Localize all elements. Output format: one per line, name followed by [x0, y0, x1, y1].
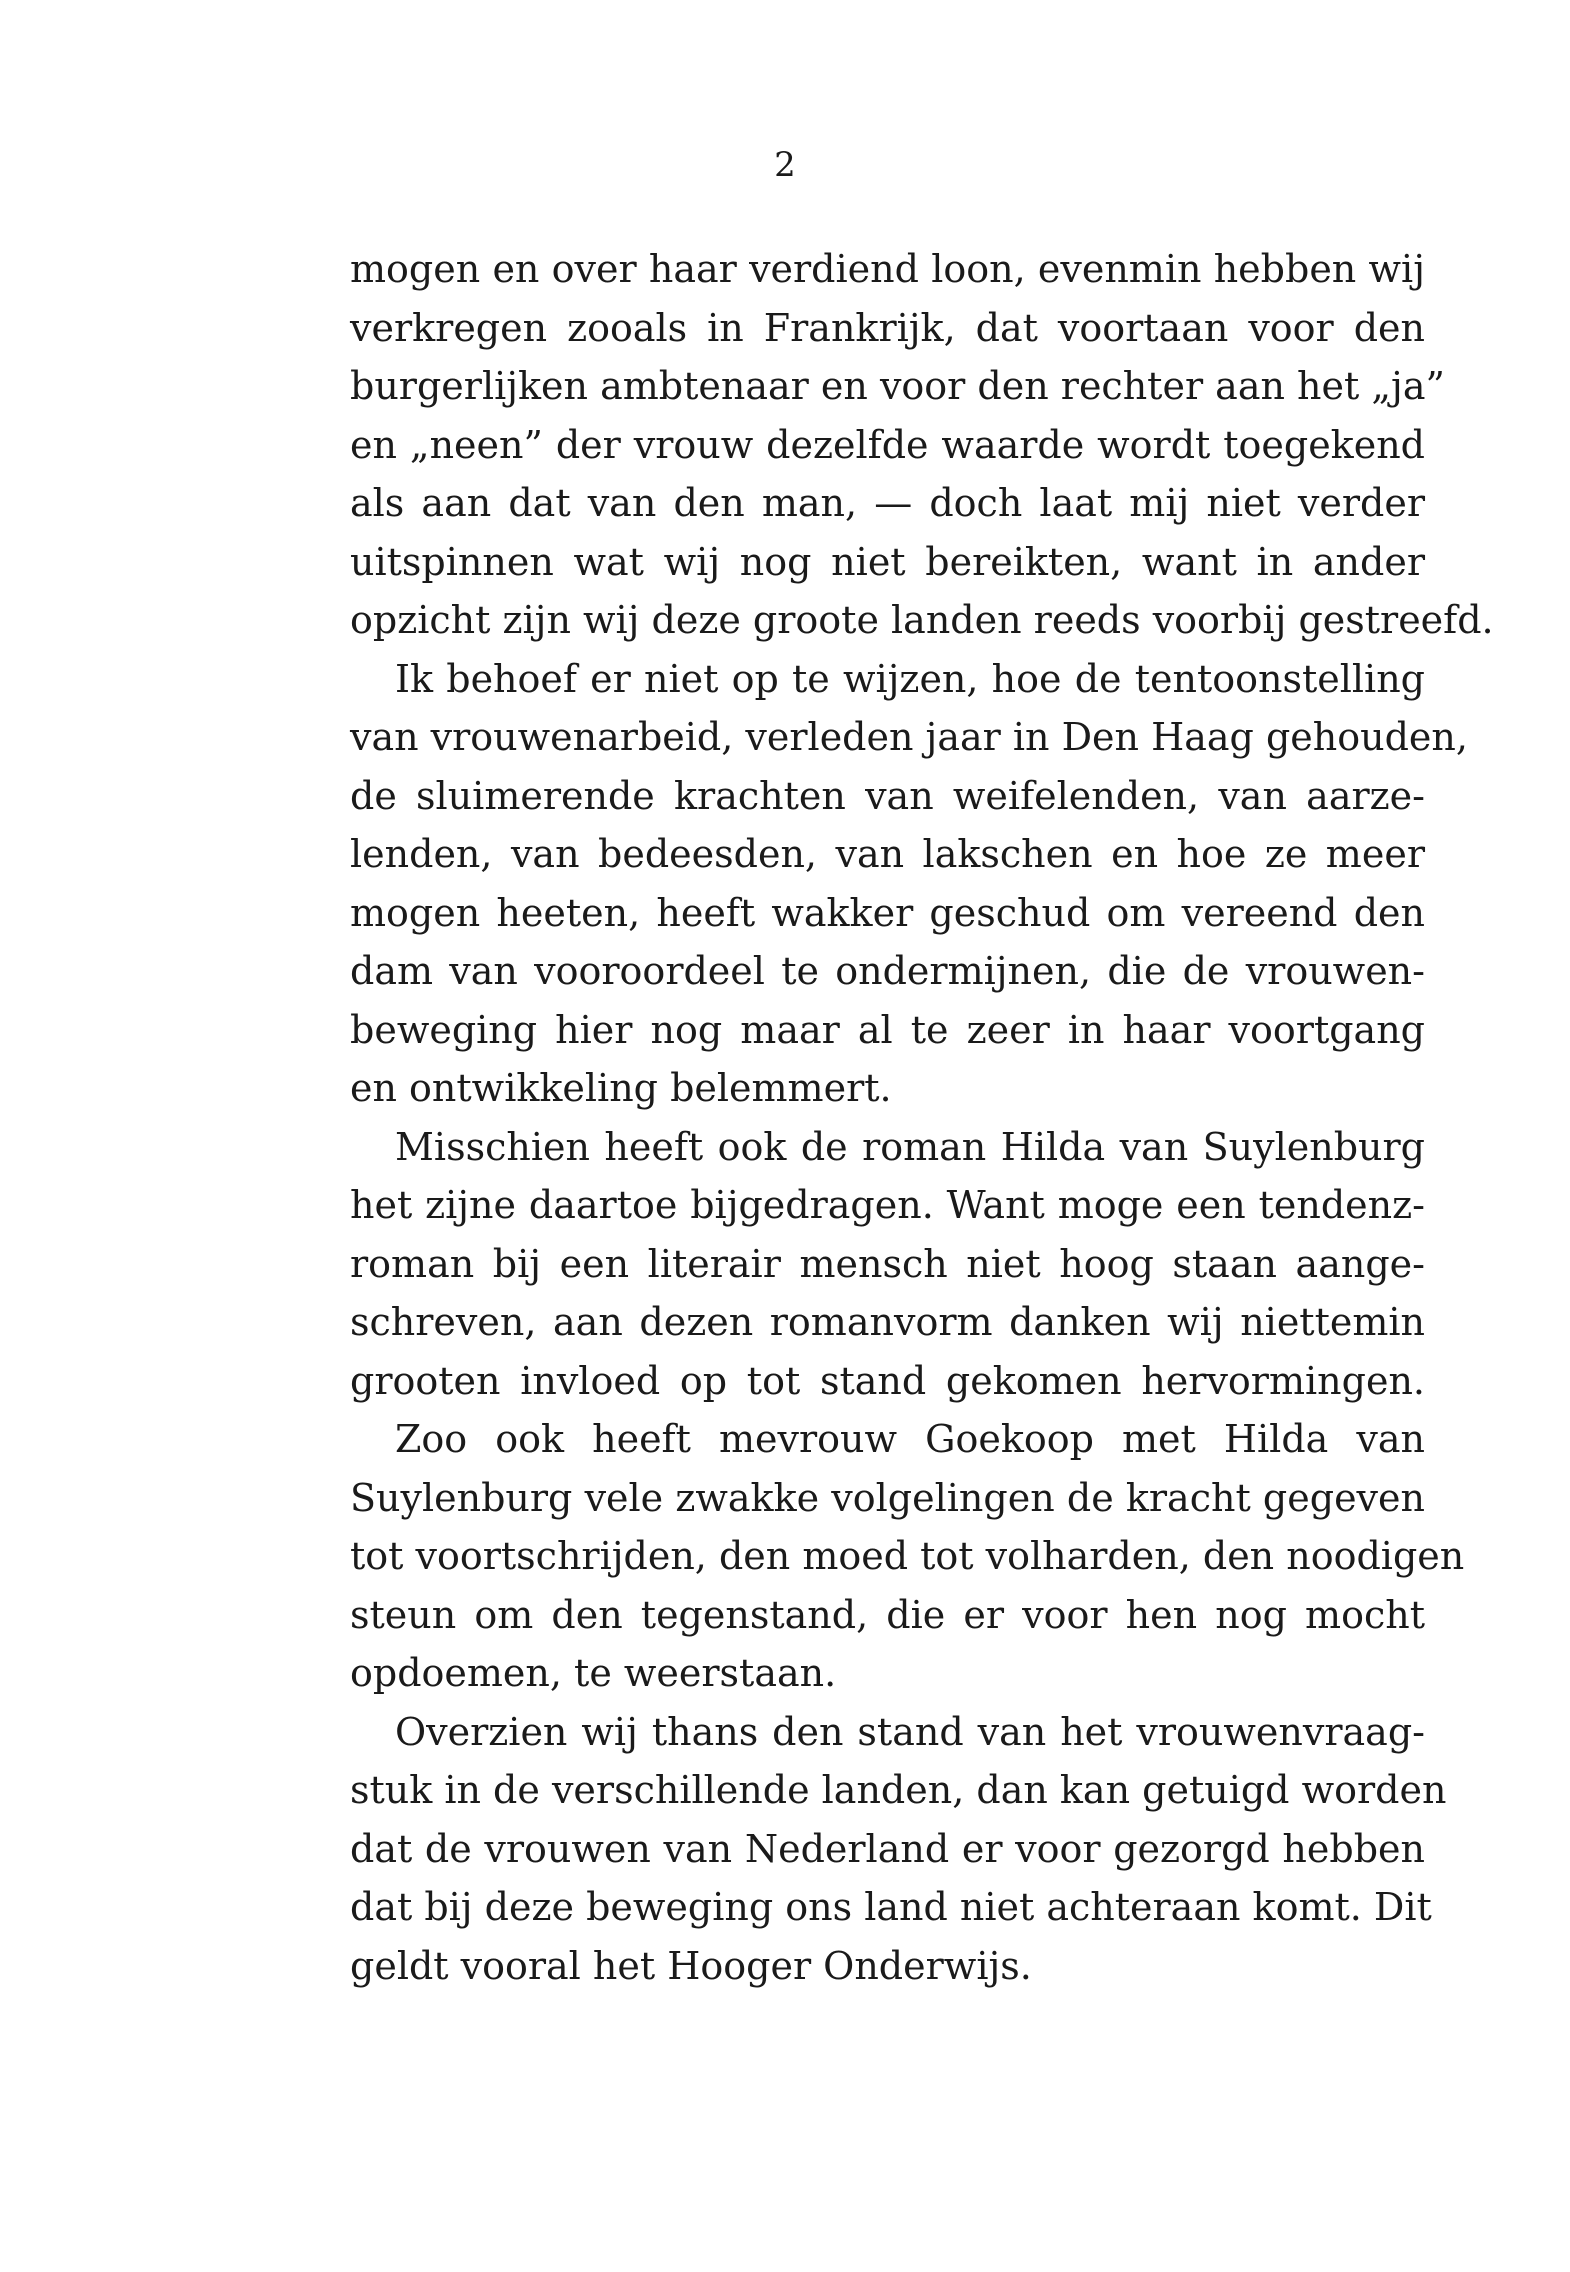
paragraph-3: [350, 1118, 1425, 1411]
text-line: stuk in de verschillende landen, dan kan getuigd worden: [350, 1768, 1447, 1812]
text-line: tot voortschrijden, den moed tot volharden, den noodigen: [350, 1534, 1465, 1578]
text-line: Overzien wij thans den stand van het vrouwenvraag-: [395, 1709, 1425, 1754]
text-line: mogen heeten, heeft wakker geschud om vereend den: [350, 890, 1425, 935]
text-line: Ik behoef er niet op te wijzen, hoe de tentoonstelling: [395, 656, 1425, 701]
text-line: opzicht zijn wij deze groote landen reeds voorbij gestreefd.: [350, 598, 1494, 642]
text-line: uitspinnen wat wij nog niet bereikten, want in ander: [350, 539, 1425, 584]
text-line: burgerlijken ambtenaar en voor den rechter aan het „ja”: [350, 364, 1445, 408]
page-number: 2: [774, 145, 796, 185]
text-line: van vrouwenarbeid, verleden jaar in Den Haag gehouden,: [350, 715, 1468, 759]
text-line: Zoo ook heeft mevrouw Goekoop met Hilda van: [395, 1417, 1425, 1461]
text-line: steun om den tegenstand, die er voor hen nog mocht: [350, 1592, 1425, 1637]
text-line: roman bij een literair mensch niet hoog staan aange-: [350, 1241, 1425, 1286]
text-line: opdoemen, te weerstaan.: [350, 1651, 837, 1695]
paragraph-5: [350, 1703, 1447, 1996]
body-text: [350, 240, 1494, 1995]
text-line: als aan dat van den man, — doch laat mij niet verder: [350, 481, 1425, 525]
text-line: dat de vrouwen van Nederland er voor gezorgd hebben: [350, 1826, 1425, 1871]
text-line: grooten invloed op tot stand gekomen hervormingen.: [350, 1358, 1425, 1403]
text-line: beweging hier nog maar al te zeer in haar voortgang: [350, 1007, 1425, 1052]
text-line: mogen en over haar verdiend loon, evenmin hebben wij: [350, 247, 1425, 291]
text-line: Suylenburg vele zwakke volgelingen de kracht gegeven: [350, 1475, 1425, 1520]
text-line: dat bij deze beweging ons land niet achteraan komt. Dit: [350, 1885, 1432, 1929]
text-line: geldt vooral het Hooger Onderwijs.: [350, 1943, 1032, 1988]
text-line: Misschien heeft ook de roman Hilda van Suylenburg: [395, 1124, 1425, 1169]
text-line: het zijne daartoe bijgedragen. Want moge een tendenz-: [350, 1183, 1425, 1227]
paragraph-2: [350, 650, 1468, 1118]
paragraph-4: [350, 1410, 1465, 1703]
text-line: de sluimerende krachten van weifelenden, van aarze-: [350, 773, 1425, 818]
text-line: dam van vooroordeel te ondermijnen, die de vrouwen-: [350, 949, 1425, 993]
text-line: schreven, aan dezen romanvorm danken wij niettemin: [350, 1300, 1425, 1344]
paragraph-1: [350, 240, 1494, 650]
text-line: lenden, van bedeesden, van lakschen en hoe ze meer: [350, 832, 1425, 876]
text-line: en ontwikkeling belemmert.: [350, 1066, 892, 1110]
text-line: en „neen” der vrouw dezelfde waarde wordt toegekend: [350, 422, 1425, 467]
text-line: verkregen zooals in Frankrijk, dat voortaan voor den: [350, 305, 1425, 350]
